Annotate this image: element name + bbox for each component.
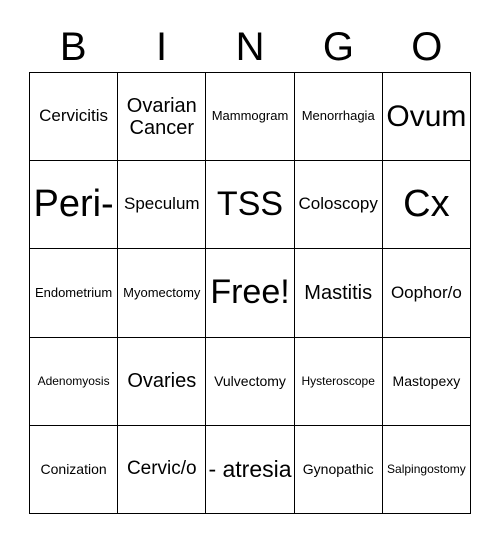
- header-letter-g: G: [322, 25, 354, 69]
- bingo-cell[interactable]: Ovarian Cancer: [118, 73, 206, 161]
- bingo-cell[interactable]: Peri-: [30, 161, 118, 249]
- bingo-cell[interactable]: Cx: [383, 161, 471, 249]
- bingo-cell[interactable]: Oophor/o: [383, 249, 471, 337]
- bingo-cell[interactable]: Endometrium: [30, 249, 118, 337]
- header-letter-n: N: [235, 25, 265, 69]
- bingo-cell[interactable]: Mastopexy: [383, 338, 471, 426]
- bingo-cell[interactable]: Mastitis: [295, 249, 383, 337]
- bingo-cell[interactable]: Vulvectomy: [206, 338, 294, 426]
- bingo-board: [29, 72, 471, 514]
- header-letter-i: I: [156, 25, 168, 69]
- bingo-cell[interactable]: Cervic/o: [118, 426, 206, 514]
- bingo-cell[interactable]: Cervicitis: [30, 73, 118, 161]
- free-space-cell[interactable]: Free!: [206, 249, 294, 337]
- bingo-cell[interactable]: Salpingostomy: [383, 426, 471, 514]
- bingo-cell[interactable]: Speculum: [118, 161, 206, 249]
- bingo-cell[interactable]: Conization: [30, 426, 118, 514]
- bingo-cell[interactable]: Ovaries: [118, 338, 206, 426]
- bingo-cell[interactable]: Myomectomy: [118, 249, 206, 337]
- bingo-cell[interactable]: - atresia: [206, 426, 294, 514]
- bingo-cell[interactable]: Ovum: [383, 73, 471, 161]
- bingo-cell[interactable]: Hysteroscope: [295, 338, 383, 426]
- bingo-cell[interactable]: Gynopathic: [295, 426, 383, 514]
- bingo-cell[interactable]: Mammogram: [206, 73, 294, 161]
- header-letter-b: B: [59, 25, 87, 69]
- bingo-header: [29, 22, 471, 72]
- bingo-cell[interactable]: Coloscopy: [295, 161, 383, 249]
- bingo-cell[interactable]: Adenomyosis: [30, 338, 118, 426]
- header-letter-o: O: [411, 25, 443, 69]
- bingo-cell[interactable]: Menorrhagia: [295, 73, 383, 161]
- bingo-cell[interactable]: TSS: [206, 161, 294, 249]
